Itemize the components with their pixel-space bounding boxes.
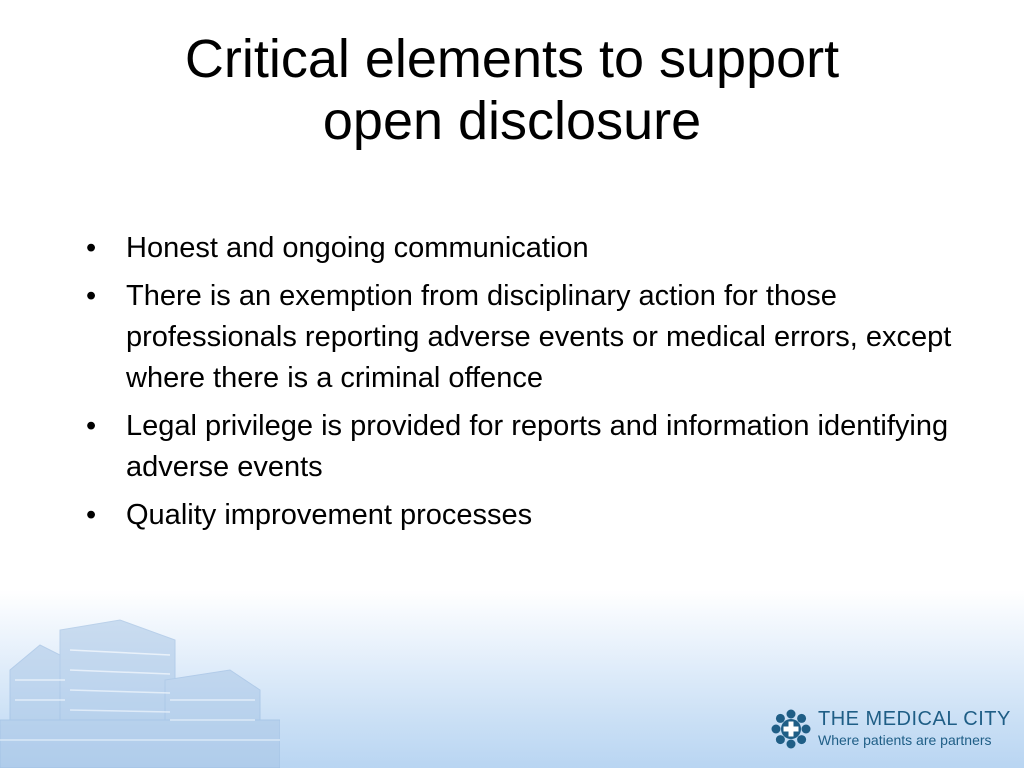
bullet-marker: • [86, 232, 97, 264]
medical-city-logo [770, 706, 1010, 754]
bullet-text: Quality improvement processes [126, 499, 533, 531]
bullet-marker: • [86, 499, 97, 531]
logo-name: THE MEDICAL CITY [818, 708, 1011, 730]
title-line-1: Critical elements to support [184, 29, 840, 89]
slide-title [60, 28, 964, 152]
medical-cross-emblem-icon [770, 708, 812, 750]
bullet-text: There is an exemption from disciplinary action for those professionals reporting adverse events or medical errors, except where there is a criminal offence [126, 280, 952, 394]
bullet-text: Legal privilege is provided for reports and information identifying adverse events [126, 410, 949, 483]
logo-tagline: Where patients are partners [818, 732, 992, 748]
bullet-item [84, 406, 984, 488]
title-line-2: open disclosure [322, 91, 702, 151]
bullet-item [84, 495, 984, 536]
bullet-text: Honest and ongoing communication [126, 232, 589, 264]
bullet-item [84, 276, 984, 399]
hospital-building-watermark-icon [0, 600, 280, 768]
bullet-list [84, 228, 984, 543]
bullet-marker: • [86, 280, 97, 312]
bullet-marker: • [86, 410, 97, 442]
bullet-item [84, 228, 984, 269]
